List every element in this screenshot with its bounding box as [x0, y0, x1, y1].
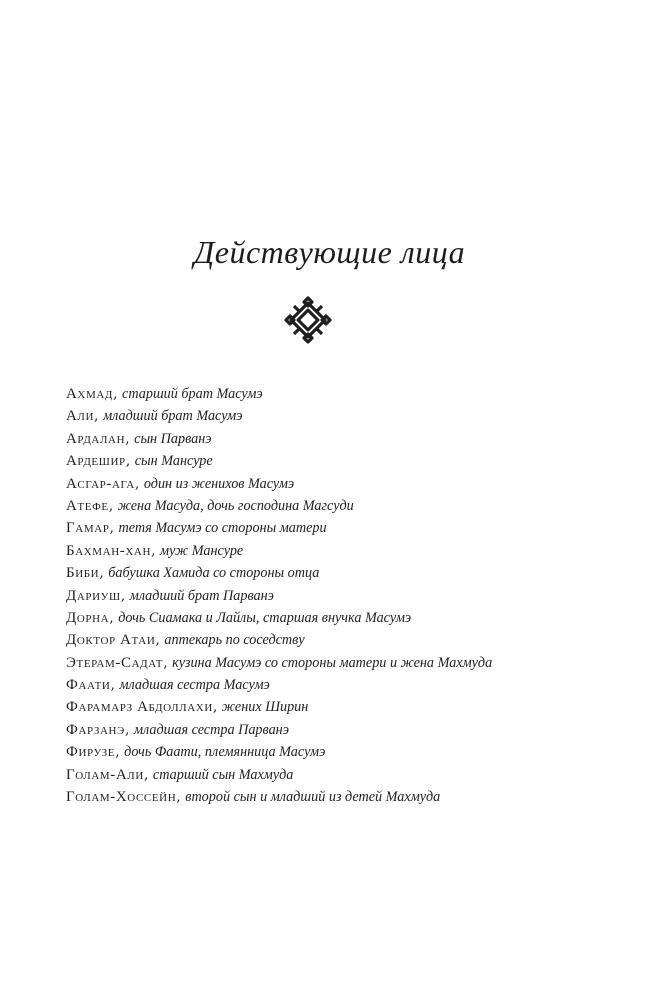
list-item: Али, младший брат Масумэ	[66, 408, 243, 425]
character-description: аптекарь по соседству	[164, 632, 305, 649]
character-name: Ардешир	[66, 453, 126, 470]
character-name: Дорна	[66, 609, 110, 626]
character-description: младший брат Парванэ	[129, 587, 274, 604]
character-name: Голам-Хоссейн	[66, 789, 177, 806]
character-name: Фирузе	[66, 744, 116, 761]
character-name: Этерам-Садат	[66, 654, 164, 671]
list-item: Фаати, младшая сестра Масумэ	[66, 677, 270, 694]
character-name: Голам-Али	[66, 766, 144, 783]
character-name: Биби	[66, 565, 100, 582]
character-description: муж Мансуре	[160, 542, 244, 559]
page-title: Действующие лица	[193, 234, 466, 270]
character-name: Дариуш	[66, 587, 121, 604]
character-name: Али	[66, 408, 95, 425]
list-item: Фарамарз Абдоллахи, жених Ширин	[66, 699, 309, 716]
character-description: второй сын и младший из детей Махмуда	[185, 789, 441, 806]
character-description: тетя Масумэ со стороны матери	[118, 520, 327, 537]
list-item: Фирузе, дочь Фаати, племянница Масумэ	[66, 744, 326, 761]
character-description: старший брат Масумэ	[122, 386, 263, 402]
character-name: Атефе	[66, 497, 109, 514]
character-name: Асгар-ага	[66, 475, 135, 492]
character-description: кузина Масумэ со стороны матери и жена Махмуда	[172, 654, 493, 671]
list-item: Гамар, тетя Масумэ со стороны матери	[66, 520, 327, 537]
character-description: младший брат Масумэ	[103, 408, 243, 425]
character-description: жених Ширин	[221, 699, 309, 716]
character-name: Ахмад	[66, 386, 114, 402]
character-name: Фарамарз Абдоллахи	[66, 699, 213, 716]
character-description: старший сын Махмуда	[152, 766, 294, 783]
character-name: Бахман-хан	[66, 542, 151, 559]
list-item: Дорна, дочь Сиамака и Лайлы, старшая внучка Масумэ	[66, 609, 412, 626]
list-item: Бахман-хан, муж Мансуре	[66, 542, 244, 559]
character-description: младшая сестра Масумэ	[119, 677, 270, 694]
list-item: Биби, бабушка Хамида со стороны отца	[66, 565, 320, 582]
characters-list	[66, 383, 626, 808]
character-description: бабушка Хамида со стороны отца	[108, 565, 320, 582]
character-description: жена Масуда, дочь господина Магсуди	[117, 497, 354, 514]
character-description: младшая сестра Парванэ	[133, 721, 289, 738]
character-description: сын Парванэ	[134, 430, 212, 447]
list-item: Атефе, жена Масуда, дочь господина Магсуди	[66, 497, 354, 514]
character-name: Гамар	[66, 520, 110, 537]
character-description: сын Мансуре	[134, 453, 213, 470]
list-item: Ардешир, сын Мансуре	[66, 453, 213, 470]
character-description: один из женихов Масумэ	[143, 475, 295, 492]
list-item: Асгар-ага, один из женихов Масумэ	[66, 475, 295, 492]
list-item: Ахмад, старший брат Масумэ	[66, 386, 263, 402]
endless-knot-icon	[282, 294, 334, 346]
list-item: Фарзанэ, младшая сестра Парванэ	[66, 721, 289, 738]
character-name: Ардалан	[66, 430, 126, 447]
character-name: Доктор Атаи	[66, 632, 156, 649]
character-name: Фарзанэ	[66, 721, 125, 738]
list-item: Голам-Али, старший сын Махмуда	[66, 766, 294, 783]
list-item: Голам-Хоссейн, второй сын и младший из детей Махмуда	[66, 789, 441, 806]
character-name: Фаати	[66, 677, 111, 694]
list-item: Доктор Атаи, аптекарь по соседству	[66, 632, 305, 649]
list-item: Дариуш, младший брат Парванэ	[66, 587, 274, 604]
character-description: дочь Сиамака и Лайлы, старшая внучка Масумэ	[118, 609, 412, 626]
list-item: Ардалан, сын Парванэ	[66, 430, 212, 447]
list-item: Этерам-Садат, кузина Масумэ со стороны матери и жена Махмуда	[66, 654, 493, 671]
character-description: дочь Фаати, племянница Масумэ	[124, 744, 326, 761]
